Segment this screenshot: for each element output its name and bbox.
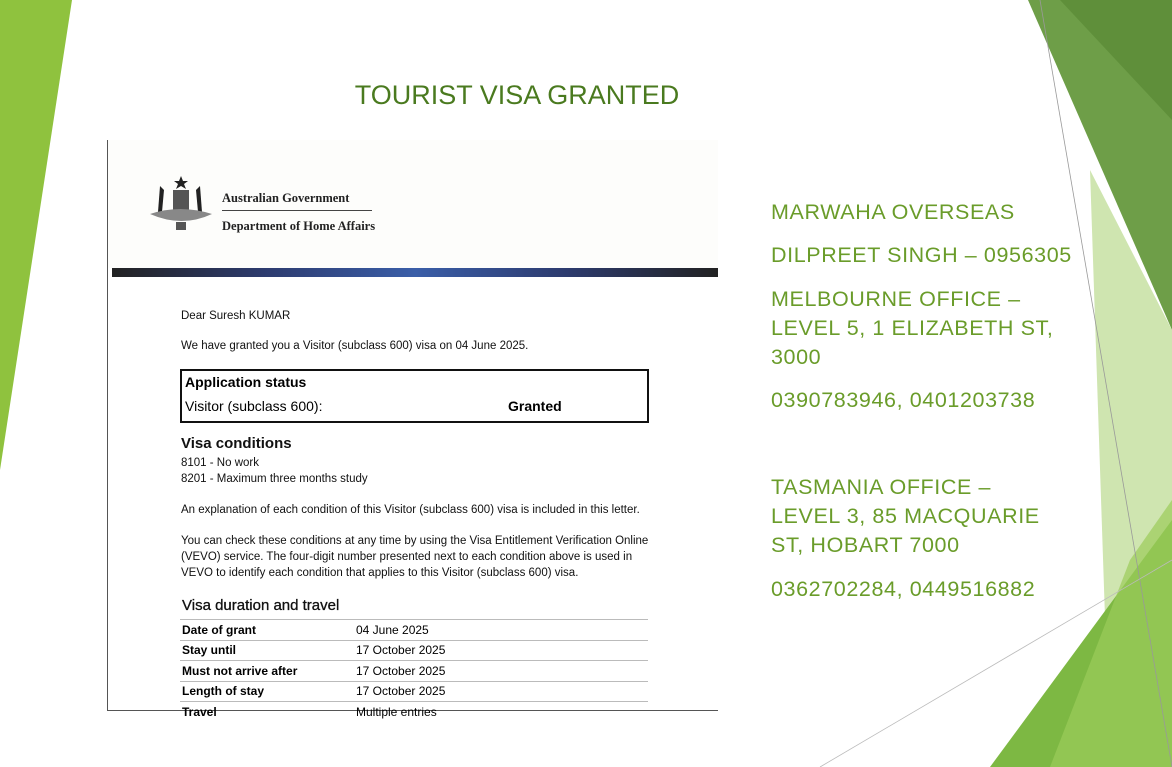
- duration-table: [180, 619, 648, 722]
- department-name: Department of Home Affairs: [222, 219, 376, 233]
- status-label: Visitor (subclass 600):: [185, 398, 323, 414]
- row-key: Length of stay: [180, 681, 354, 702]
- status-heading: Application status: [185, 374, 307, 390]
- duration-heading: Visa duration and travel: [182, 597, 340, 614]
- page-title: TOURIST VISA GRANTED: [354, 80, 680, 110]
- coat-of-arms-icon: [146, 174, 216, 234]
- vevo-text: You can check these conditions at any time by using the Visa Entitlement Verification Online (VEVO) service. The four-digit number presented next to each condition above is used in VEVO to identify each condition that applies to this Visitor (subclass 600) visa.: [181, 535, 649, 579]
- header-rule: [222, 210, 372, 211]
- melbourne-office: MELBOURNE OFFICE – LEVEL 5, 1 ELIZABETH ST, 3000: [771, 287, 1054, 369]
- header-band: [112, 268, 718, 277]
- intro-text: We have granted you a Visitor (subclass 600) visa on 04 June 2025.: [181, 340, 529, 352]
- letter-header: [108, 140, 718, 268]
- contact-person: DILPREET SINGH – 0956305: [771, 243, 1072, 267]
- row-value: Multiple entries: [354, 702, 648, 722]
- melbourne-phones: 0390783946, 0401203738: [771, 388, 1036, 412]
- row-value: 17 October 2025: [354, 661, 648, 682]
- table-row: [180, 661, 648, 682]
- status-badge: Granted: [508, 398, 562, 414]
- explain-text: An explanation of each condition of this Visitor (subclass 600) visa is included in this letter.: [181, 504, 640, 516]
- org-name: Australian Government: [222, 191, 350, 205]
- table-row: [180, 620, 648, 641]
- company-name: MARWAHA OVERSEAS: [771, 200, 1015, 224]
- table-row: [180, 681, 648, 702]
- row-key: Stay until: [180, 640, 354, 661]
- table-row: [180, 702, 648, 722]
- conditions-heading: Visa conditions: [181, 435, 292, 452]
- row-value: 04 June 2025: [354, 620, 648, 641]
- salutation: Dear Suresh KUMAR: [181, 310, 291, 322]
- table-row: [180, 640, 648, 661]
- row-key: Date of grant: [180, 620, 354, 641]
- condition-item: 8101 - No work: [181, 457, 259, 469]
- row-value: 17 October 2025: [354, 681, 648, 702]
- tasmania-office: TASMANIA OFFICE – LEVEL 3, 85 MACQUARIE ST, HOBART 7000: [771, 475, 1040, 557]
- row-value: 17 October 2025: [354, 640, 648, 661]
- row-key: Travel: [180, 702, 354, 722]
- row-key: Must not arrive after: [180, 661, 354, 682]
- tasmania-phones: 0362702284, 0449516882: [771, 577, 1036, 601]
- condition-item: 8201 - Maximum three months study: [181, 473, 368, 485]
- visa-letter: [107, 140, 718, 719]
- application-status-box: [180, 369, 649, 423]
